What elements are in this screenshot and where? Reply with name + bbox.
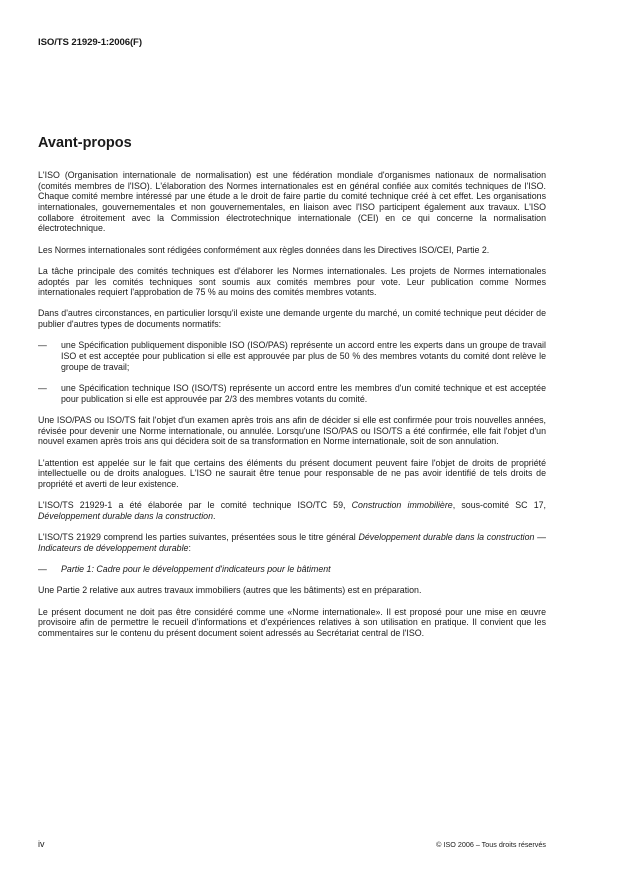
foreword-body [38,170,546,649]
list-item-iso-ts [38,383,546,404]
text-run: . [213,510,216,521]
list-item-part-1 [38,564,546,575]
dash-marker: — [38,340,47,351]
paragraph-not-standard: Le présent document ne doit pas être considéré comme une «Norme internationale». Il est proposé pour une mise en œuvre provisoire afin de permettre le recueil d'informations et d'expériences relatives à son utilisation en pratique. Il convient que les commentaires sur le contenu du présent document soient adressés au Secrétariat central de l'ISO. [38,606,546,639]
paragraph-parts [38,532,546,553]
general-title-italic: Développement durable dans la construction — Indicateurs de développement durable [38,532,547,553]
text-run: , sous-comité SC 17, [452,500,546,511]
paragraph-other-circumstances: Dans d'autres circonstances, en particulier lorsqu'il existe une demande urgente du marché, un comité technique peut décider de publier d'autres types de documents normatifs: [38,308,546,330]
page-number: iv [38,839,45,849]
paragraph-main-task: La tâche principale des comités techniques est d'élaborer les Normes internationales. Les projets de Normes internationales adoptés par les comités techniques sont soumis aux comités membres pour vote. Leur publication comme Normes internationales requiert l'approbation de 75 % au moins des comités membres votants. [38,265,546,298]
committee-name-italic: Construction immobilière [351,500,453,511]
paragraph-iso-organisation: L'ISO (Organisation internationale de normalisation) est une fédération mondiale d'organismes nationaux de normalisation (comités membres de l'ISO). L'élaboration des Normes internationales est en général confiée aux comités techniques de l'ISO. Chaque comité membre intéressé par une étude a le droit de faire partie du comité technique créé à cet effet. Les organisations internationales, gouvernementales et non gouvernementales, en liaison avec l'ISO participent également aux travaux. L'ISO collabore étroitement avec la Commission électrotechnique internationale (CEI) en ce qui concerne la normalisation électrotechnique. [38,170,546,234]
text-run: L'ISO/TS 21929 comprend les parties suivantes, présentées sous le titre général [38,532,359,543]
paragraph-part-2: Une Partie 2 relative aux autres travaux immobiliers (autres que les bâtiments) est en préparation. [38,585,422,596]
paragraph-directives: Les Normes internationales sont rédigées conformément aux règles données dans les Directives ISO/CEI, Partie 2. [38,244,490,255]
subcommittee-name-italic: Développement durable dans la construction [38,510,214,521]
list-item-iso-pas [38,340,546,372]
dash-marker: — [38,564,47,575]
paragraph-review: Une ISO/PAS ou ISO/TS fait l'objet d'un examen après trois ans afin de décider si elle est confirmée pour trois nouvelles années, révisée pour devenir une Norme internationale, ou annulée. Lorsqu'une ISO/PAS ou ISO/TS a été confirmée, elle fait l'objet d'un nouvel examen après trois ans qui décidera soit de sa transformation en Norme internationale, soit de son annulation. [38,415,546,447]
list-item-text: une Spécification publiquement disponible ISO (ISO/PAS) représente un accord entre les experts dans un groupe de travail ISO et est acceptée pour publication si elle est approuvée par plus de 50 % des membres votants du comité dont relève le groupe de travail; [61,340,546,372]
paragraph-patent-rights: L'attention est appelée sur le fait que certains des éléments du présent document peuvent faire l'objet de droits de propriété intellectuelle ou de droits analogues. L'ISO ne saurait être tenue pour responsable de ne pas avoir identifié de tels droits de propriété et averti de leur existence. [38,457,546,489]
document-id-header: ISO/TS 21929-1:2006(F) [38,37,142,48]
text-run: : [188,542,191,553]
copyright-notice: © ISO 2006 – Tous droits réservés [436,840,546,849]
list-item-text: Partie 1: Cadre pour le développement d'indicateurs pour le bâtiment [61,564,331,575]
dash-marker: — [38,383,47,394]
section-title: Avant-propos [38,135,132,151]
text-run: L'ISO/TS 21929-1 a été élaborée par le comité technique ISO/TC 59, [38,500,352,511]
list-item-text: une Spécification technique ISO (ISO/TS) représente un accord entre les membres d'un comité technique et est acceptée pour publication si elle est approuvée par 2/3 des membres votants du comité. [61,383,546,404]
paragraph-prepared-by [38,500,546,521]
